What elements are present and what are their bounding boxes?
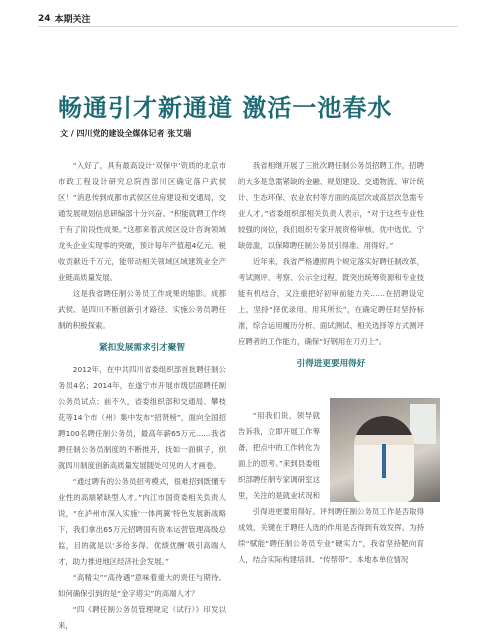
paragraph: 2012年，在中共四川省委组织部首批聘任制公务员4名；2014年，在遂宁市开展市级层面聘任制公务员试点；前不久，省委组织部和交通局、攀枝花等14个市（州）集中发布“招贤榜”，面向全国招聘100名聘任制公务员，最高年薪65万元……我省聘任制公务员制度的不断推开，抚如一面棋子，织就四川制度创新高质量发展随处可见的人才画卷。 [58, 365, 226, 470]
left-column [58, 158, 226, 634]
article-byline: 文 / 四川党的建设全媒体记者 张艾瑞 [60, 129, 192, 138]
section-label: 本期关注 [54, 15, 91, 25]
paragraph: 我省相继开展了三批次聘任制公务员招聘工作，招聘的大多是急需紧缺的金融、规划建设、交通物流、审计统计、生态环保、农业农村等方面的高层次或高层次急需专业人才。”省委组织部相关负责人表示，“对于这些专业性较强的岗位，我们组织专家开展资格审核、优中选优、宁缺毋滥，以保障聘任制公务员引得准、用得好。” [238, 161, 424, 250]
paragraph: 这是我省聘任制公务员工作成果的缩影。成都武侯、是四川不断创新引才路径、实施公务员聘任制的积极探索。 [58, 289, 226, 330]
page-number: 24 [38, 13, 51, 24]
page-header [38, 12, 91, 25]
right-column [238, 158, 424, 398]
photo-window [410, 404, 436, 444]
article-photo [330, 398, 440, 502]
right-bottom-column [238, 504, 424, 634]
header-rule [38, 26, 458, 27]
paragraph: “高精尖”“高待遇”意味着重大的责任与期待。如何确保引到的是“金字塔尖”的高端人才？ [58, 573, 226, 598]
section-subhead: 紧扣发展需求引才聚智 [99, 343, 185, 353]
paragraph: “入好了，具有最高设计‘双保中’资质的北京市市政工程设计研究总院西部川区确定落户武侯区！”消息传到成都市武侯区住房建设和交通局，交通发展规划信息研编部十分兴奋。“积能就聘工作终于有了阶段性成果。”这都来着武侯区设计咨询领域龙头企业实现零的突破，预计每年产值超4亿元、税收贡献近千万元，能带动相关领域区域建筑业全产业链高质量发展。 [58, 161, 226, 282]
section-subhead: 引得进更要用得好 [296, 359, 366, 369]
paragraph: “四《聘任制公务员管理规定（试行）》印发以来， [58, 605, 226, 630]
paragraph: “用我们说，领导就告诉我，立即开展工作筹备，把点中的工作转化为面上的思考。”来到县委组织部聘任制专家调研室这里，关注的是就业状况和 [238, 411, 320, 500]
paragraph: 引得进更要用得好。评判聘任制公务员工作是否取得成效，关键在于聘任人选的作用是否得到有效发挥。为持续“赋能”聘任制公务员专业“硬实力”，我省坚持靶向育人，结合实际构建培训、“传帮带”、本地本单位情况 [238, 507, 424, 564]
right-narrow-column [238, 408, 320, 504]
photo-lanyard [382, 444, 386, 478]
paragraph: “通过聘有的公务员招考模式，很难招到既懂专业性的高端紧缺型人才。”内江市国资委相关负责人说，“在泸州市深入实施‘一体两翼’特色发展新战略下，我们拿出65万元招聘国有资本运营管理高级总监，目的就是以‘多给多得、优绩优酬’吸引高端人才，助力推进地区经济社会发展。” [58, 477, 226, 566]
paragraph: 近年来，我省严格遵照两个规定落实好聘任制改革，考试测评、考察、公示全过程，既突出统筹资源和专业技能有机结合，又注重把好初审前能力关……在招聘设定上，坚持“择优录用、用其所长”，在确定聘任时坚持标准，综合运用履历分析、面试测试、相关选择等方式测评应聘者的工作能力，确保“好钢用在刀刃上”。 [238, 257, 424, 346]
article-title: 畅通引才新通道 激活一池春水 [58, 93, 393, 122]
